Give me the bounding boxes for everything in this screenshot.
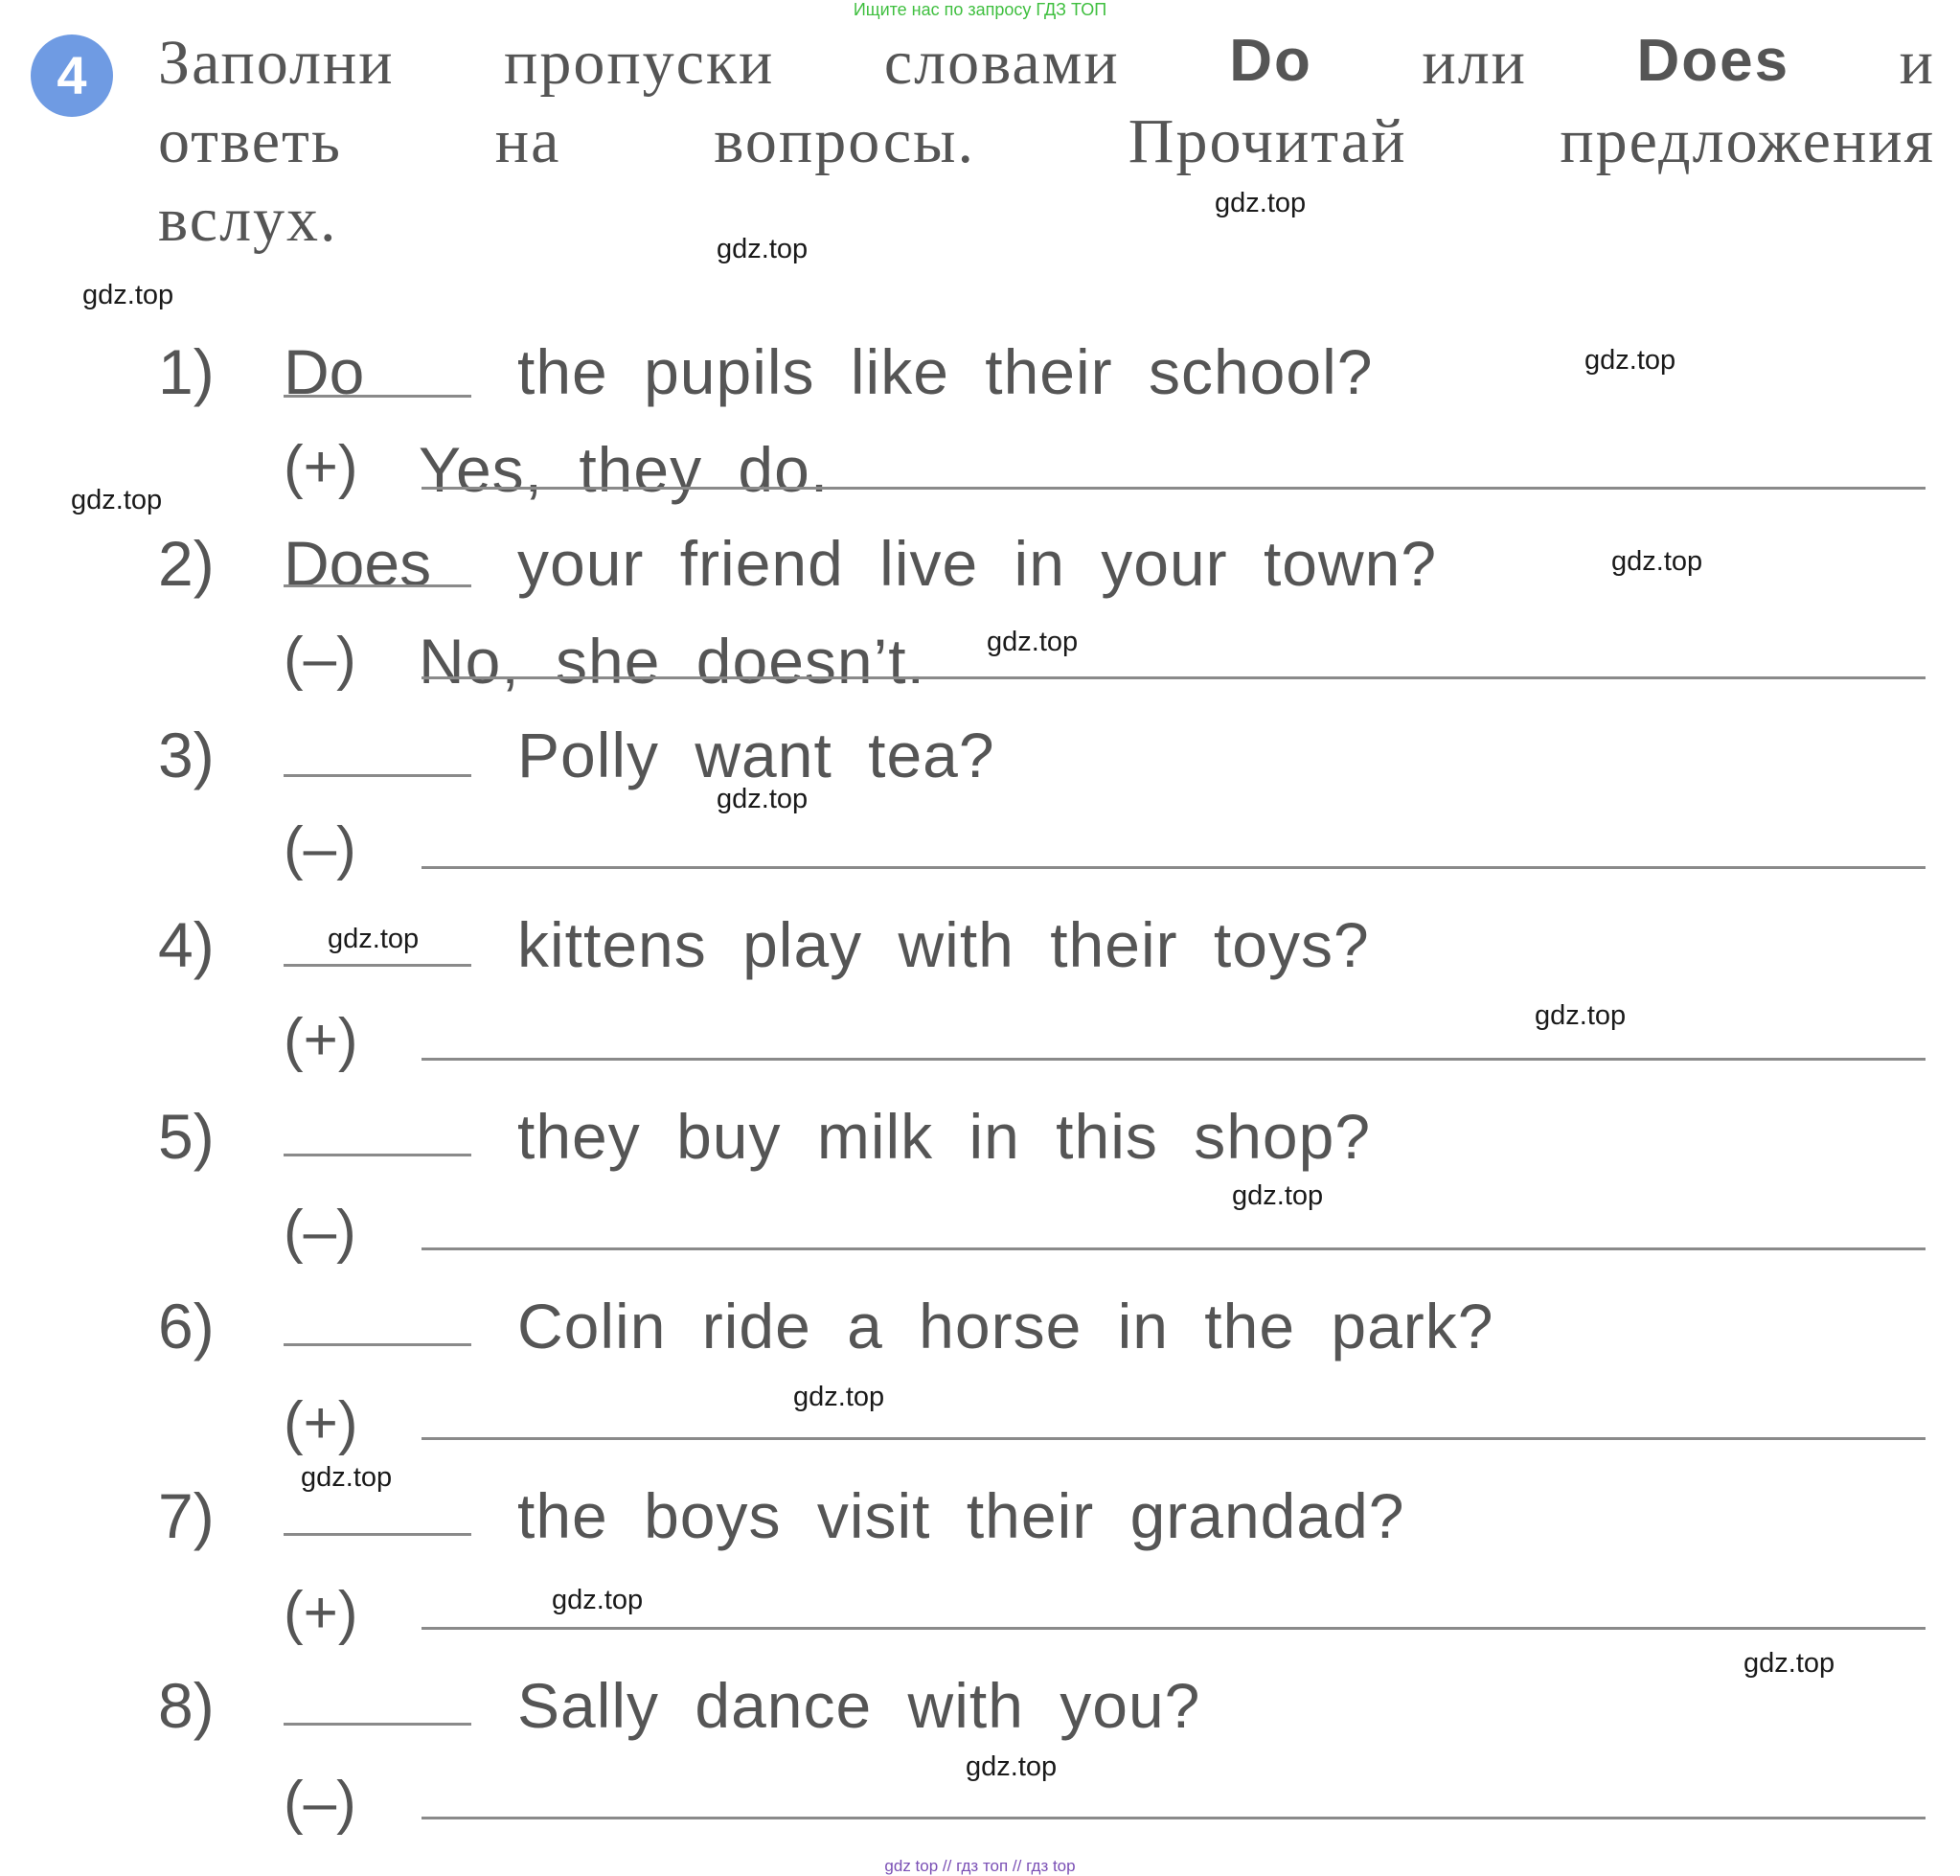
- answer-line[interactable]: [422, 1247, 1926, 1250]
- answer-line[interactable]: [422, 1817, 1926, 1819]
- answer-text[interactable]: Yes, they do.: [419, 434, 830, 505]
- question-text: Sally dance with you?: [517, 1670, 1201, 1741]
- watermark: gdz.top: [1232, 1180, 1324, 1211]
- answer-sign: (–): [284, 1199, 356, 1265]
- watermark: gdz.top: [1215, 188, 1307, 218]
- answer-text[interactable]: No, she doesn’t.: [419, 626, 925, 697]
- answer-line[interactable]: [422, 487, 1926, 490]
- watermark: gdz.top: [552, 1585, 644, 1615]
- watermark: gdz.top: [71, 485, 163, 515]
- exercise-number: 4): [158, 909, 215, 980]
- answer-line[interactable]: [422, 866, 1926, 869]
- answer-sign: (+): [284, 1007, 358, 1073]
- blank-line[interactable]: [284, 1343, 471, 1346]
- question-text: Polly want tea?: [517, 720, 995, 790]
- blank-line[interactable]: [284, 395, 471, 398]
- instruction-word: Прочитай: [1128, 106, 1407, 176]
- instruction-word: или: [1422, 28, 1527, 98]
- question-text: Colin ride a horse in the park?: [517, 1291, 1494, 1361]
- instruction-line-3: вслух.: [158, 185, 338, 255]
- instruction-keyword-does: Does: [1636, 28, 1790, 94]
- instruction-word: словами: [883, 28, 1120, 98]
- blank-line[interactable]: [284, 1154, 471, 1156]
- answer-sign: (–): [284, 626, 356, 692]
- exercise-number: 6): [158, 1291, 215, 1361]
- watermark: gdz.top: [1584, 345, 1676, 376]
- watermark: gdz.top: [793, 1382, 885, 1412]
- instruction-word: ответь: [158, 106, 342, 176]
- watermark: gdz.top: [966, 1751, 1058, 1782]
- footer-links[interactable]: gdz top // гдз топ // гдз top: [884, 1857, 1076, 1875]
- watermark: gdz.top: [987, 627, 1079, 657]
- question-text: your friend live in your town?: [517, 528, 1438, 599]
- exercise-number: 7): [158, 1480, 215, 1551]
- answer-line[interactable]: [422, 1627, 1926, 1630]
- watermark: gdz.top: [82, 280, 174, 310]
- exercise-number: 8): [158, 1670, 215, 1741]
- task-number-badge: 4: [31, 34, 113, 117]
- blank-answer[interactable]: Does: [284, 528, 432, 599]
- instruction-word: на: [494, 106, 561, 176]
- watermark: gdz.top: [1535, 1000, 1627, 1031]
- answer-sign: (+): [284, 434, 358, 500]
- instruction-word: предложения: [1560, 106, 1935, 176]
- instruction-word: Заполни: [158, 28, 395, 98]
- watermark: gdz.top: [1611, 546, 1703, 577]
- instruction-word: вопросы.: [714, 106, 976, 176]
- instruction-line-1: [158, 27, 1935, 100]
- answer-sign: (+): [284, 1580, 358, 1646]
- top-banner[interactable]: Ищите нас по запросу ГДЗ ТОП: [853, 0, 1107, 19]
- blank-line[interactable]: [284, 1533, 471, 1536]
- instruction-keyword-do: Do: [1229, 28, 1312, 94]
- answer-sign: (–): [284, 815, 356, 881]
- blank-line[interactable]: [284, 774, 471, 777]
- watermark: gdz.top: [717, 784, 809, 814]
- answer-line[interactable]: [422, 1058, 1926, 1061]
- question-text: the boys visit their grandad?: [517, 1480, 1405, 1551]
- question-text: kittens play with their toys?: [517, 909, 1370, 980]
- instruction-line-2: [158, 105, 1935, 178]
- blank-answer[interactable]: Do: [284, 336, 365, 407]
- question-text: the pupils like their school?: [517, 336, 1374, 407]
- instruction-word: пропуски: [504, 28, 775, 98]
- answer-sign: (–): [284, 1770, 356, 1836]
- question-text: they buy milk in this shop?: [517, 1101, 1372, 1172]
- watermark: gdz.top: [328, 924, 420, 954]
- exercise-number: 5): [158, 1101, 215, 1172]
- blank-line[interactable]: [284, 964, 471, 967]
- answer-line[interactable]: [422, 1437, 1926, 1440]
- blank-line[interactable]: [284, 584, 471, 587]
- exercise-number: 2): [158, 528, 215, 599]
- answer-line[interactable]: [422, 676, 1926, 679]
- answer-sign: (+): [284, 1390, 358, 1456]
- blank-line[interactable]: [284, 1723, 471, 1726]
- exercise-number: 1): [158, 336, 215, 407]
- instruction-word: и: [1899, 28, 1935, 98]
- watermark: gdz.top: [301, 1462, 393, 1493]
- watermark: gdz.top: [717, 234, 809, 264]
- exercise-number: 3): [158, 720, 215, 790]
- watermark: gdz.top: [1743, 1648, 1835, 1679]
